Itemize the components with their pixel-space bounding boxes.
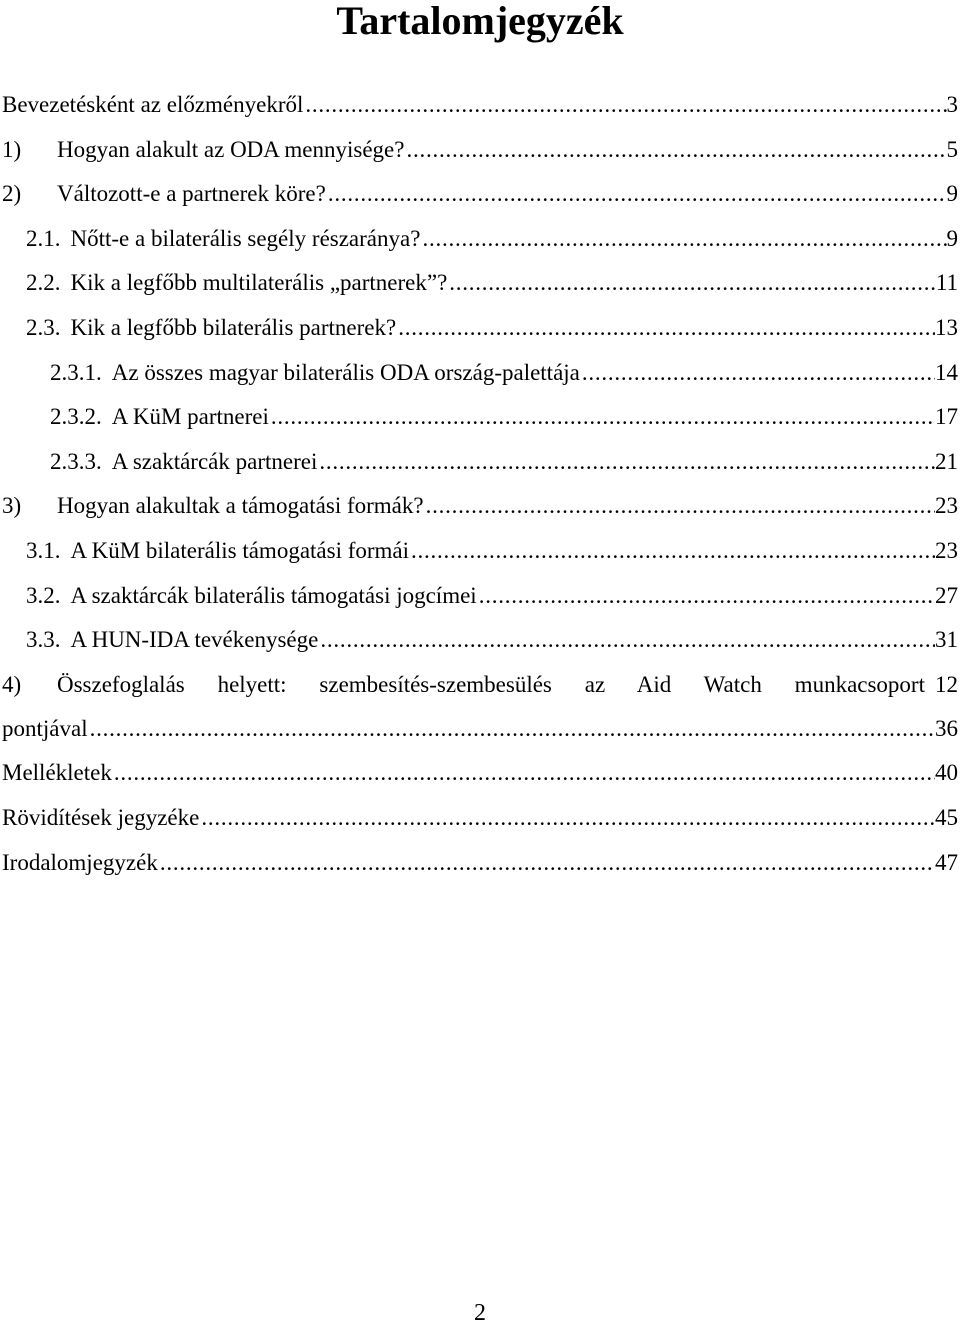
- toc-entry[interactable]: [2, 449, 958, 494]
- toc-leader-dots: [88, 716, 935, 742]
- toc-entry[interactable]: [2, 137, 958, 182]
- toc-entry-4[interactable]: [2, 672, 958, 760]
- toc-entry-4-line1: [2, 672, 958, 716]
- toc-leader-dots: [580, 360, 935, 386]
- toc-entry-number: 1): [2, 136, 22, 162]
- toc-entry-label: Nőtt-e a bilaterális segély részaránya?: [70, 225, 421, 251]
- toc-leader-dots: [477, 583, 935, 609]
- toc-leader-dots: [112, 760, 935, 786]
- toc-page-number: 11: [935, 270, 958, 296]
- toc-entry-label: Mellékletek: [2, 759, 112, 785]
- toc-page-number: 14: [935, 359, 958, 385]
- toc-entry-number: 2.2.: [26, 270, 61, 296]
- toc-entry-number: 2.1.: [26, 225, 61, 251]
- toc-leader-dots: [269, 404, 935, 430]
- toc-leader-dots: [404, 137, 946, 163]
- toc-entry-number: 2): [2, 181, 22, 207]
- toc-leader-dots: [396, 315, 935, 341]
- toc-entry-number: 2.3.: [26, 314, 61, 340]
- toc-page-number: 36: [935, 715, 958, 741]
- toc-page-number: 45: [935, 804, 958, 830]
- toc-page-number: 9: [946, 181, 958, 207]
- toc-entry[interactable]: [2, 583, 958, 628]
- toc-entry[interactable]: [2, 493, 958, 538]
- toc-main-list: [2, 92, 958, 672]
- toc-entry[interactable]: [2, 805, 958, 850]
- toc-leader-dots: [420, 226, 946, 252]
- toc-leader-dots: [317, 449, 935, 475]
- toc-entry[interactable]: [2, 270, 958, 315]
- toc-entry-number: 3): [2, 493, 22, 519]
- toc-page-number: 21: [935, 448, 958, 474]
- toc-page-number: 13: [935, 314, 958, 340]
- toc-entry-number: 4): [2, 671, 22, 697]
- toc-entry-label: Kik a legfőbb multilaterális „partnerek”?: [70, 270, 448, 296]
- toc-entry-number: 2.3.1.: [50, 359, 102, 385]
- toc-page-number: 5: [946, 136, 958, 162]
- toc-entry-label-continued: 12: [935, 671, 958, 697]
- toc-leader-dots: [199, 805, 935, 831]
- page-number: 2: [474, 1300, 486, 1326]
- toc-entry-label: A HUN-IDA tevékenysége: [70, 627, 319, 653]
- toc-page-number: 3: [946, 92, 958, 117]
- toc-entry-label: Hogyan alakultak a támogatási formák?: [57, 493, 424, 519]
- toc-entry-4-line2: [2, 716, 958, 760]
- toc-entry[interactable]: [2, 92, 958, 137]
- toc-entry-number: 3.1.: [26, 537, 61, 563]
- toc-tail-list: [2, 760, 958, 895]
- page-title: Tartalomjegyzék: [336, 0, 624, 43]
- toc-entry-label: A szaktárcák partnerei: [111, 448, 318, 474]
- toc-leader-dots: [424, 493, 935, 519]
- toc-entry-number: 2.3.2.: [50, 404, 102, 430]
- toc-entry-label: A szaktárcák bilaterális támogatási jogcímei: [70, 582, 477, 608]
- table-of-contents: [2, 92, 958, 895]
- toc-entry-label: A KüM bilaterális támogatási formái: [70, 537, 410, 563]
- toc-page-number: 47: [935, 849, 958, 875]
- toc-page-number: 40: [935, 759, 958, 785]
- toc-leader-dots: [447, 270, 936, 296]
- toc-entry-label: Összefoglalás helyett: szembesítés-szembesülés az Aid Watch munkacsoport: [57, 671, 925, 697]
- toc-entry[interactable]: [2, 538, 958, 583]
- toc-page-number: 9: [946, 225, 958, 251]
- toc-entry-number: 3.2.: [26, 582, 61, 608]
- toc-leader-dots: [158, 850, 935, 876]
- toc-page-number: 17: [935, 404, 958, 430]
- toc-entry-label: Az összes magyar bilaterális ODA ország-palettája: [111, 359, 580, 385]
- toc-entry[interactable]: [2, 181, 958, 226]
- toc-entry-label: pontjával: [2, 715, 88, 741]
- toc-entry[interactable]: [2, 850, 958, 895]
- toc-entry[interactable]: [2, 760, 958, 805]
- toc-entry-label: Kik a legfőbb bilaterális partnerek?: [70, 314, 397, 340]
- toc-entry[interactable]: [2, 627, 958, 672]
- toc-page-number: 23: [935, 493, 958, 519]
- toc-entry-number: 2.3.3.: [50, 448, 102, 474]
- toc-page-number: 23: [935, 537, 958, 563]
- toc-leader-dots: [326, 181, 947, 207]
- toc-entry[interactable]: [2, 315, 958, 360]
- toc-entry-label: Változott-e a partnerek köre?: [57, 181, 326, 207]
- toc-entry-label: Irodalomjegyzék: [2, 849, 158, 875]
- toc-leader-dots: [409, 538, 935, 564]
- toc-entry[interactable]: [2, 226, 958, 271]
- toc-entry-label: Bevezetésként az előzményekről: [2, 92, 304, 117]
- toc-entry[interactable]: [2, 404, 958, 449]
- toc-entry-label: A KüM partnerei: [111, 404, 269, 430]
- toc-page-number: 27: [935, 582, 958, 608]
- toc-entry-label: Hogyan alakult az ODA mennyisége?: [57, 136, 405, 162]
- toc-entry[interactable]: [2, 360, 958, 405]
- toc-leader-dots: [303, 92, 946, 118]
- toc-entry-label: Rövidítések jegyzéke: [2, 804, 200, 830]
- toc-entry-number: 3.3.: [26, 627, 61, 653]
- toc-leader-dots: [318, 627, 935, 653]
- toc-page-number: 31: [935, 627, 958, 653]
